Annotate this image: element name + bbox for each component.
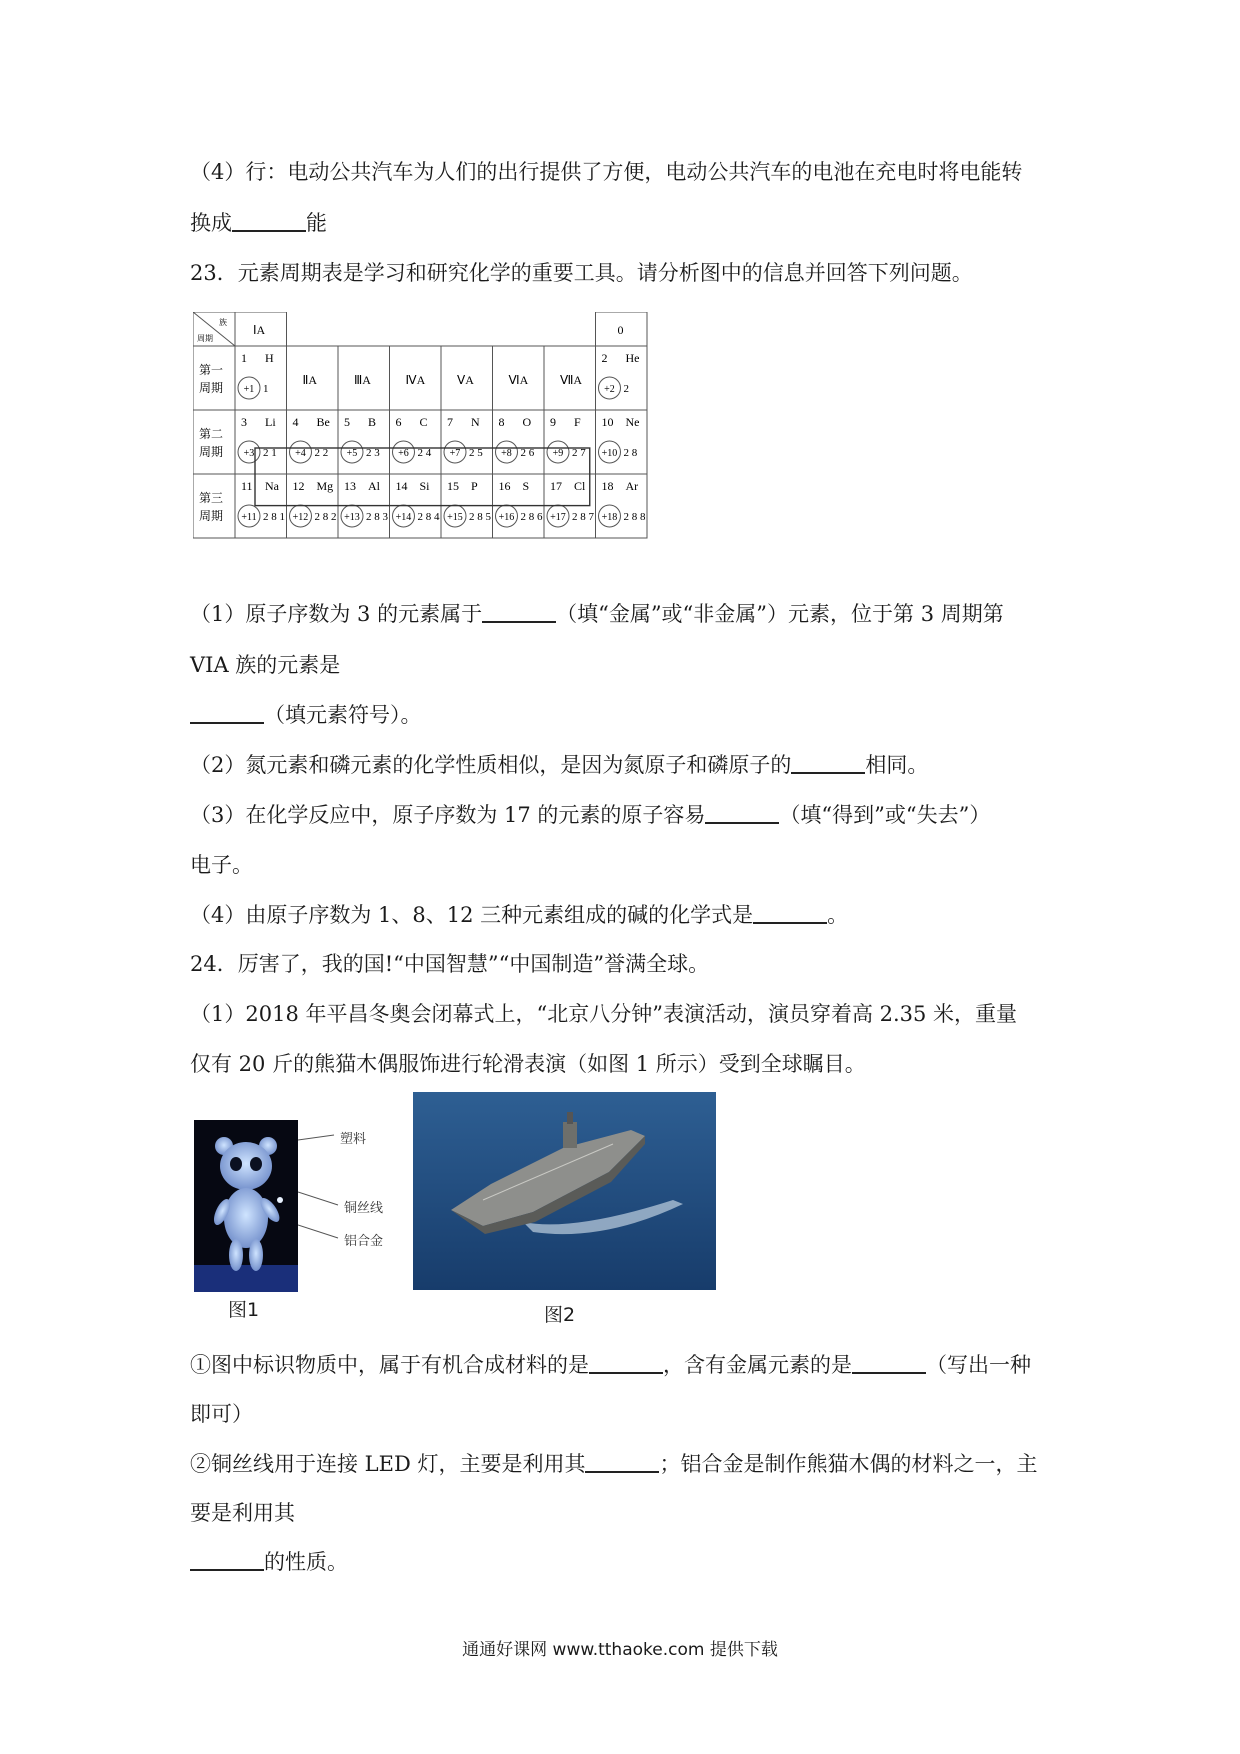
period-label-cell [193, 346, 235, 410]
nucleus-charge: +12 [292, 512, 309, 523]
q23-p3-text-a: （3）在化学反应中，原子序数为 17 的元素的原子容易 [190, 803, 706, 827]
q23-p3-text-b: （填“得到”或“失去”） [779, 803, 991, 827]
element-symbol: O [522, 415, 532, 429]
element-number: 8 [498, 415, 505, 429]
electron-shells: 2 8 5 [469, 511, 491, 523]
q24-s2-line3 [190, 1548, 348, 1576]
q24-s2-text-c: 的性质。 [264, 1550, 348, 1574]
element-symbol: H [265, 351, 274, 365]
q23-p1-text-b: （填“金属”或“非金属”）元素，位于第 3 周期第 [556, 602, 1004, 626]
element-symbol: Be [316, 415, 330, 429]
q24-p1-line1: （1）2018 年平昌冬奥会闭幕式上，“北京八分钟”表演活动，演员穿着高 2.35 米，重量 [190, 1002, 1018, 1026]
element-number: 4 [292, 415, 299, 429]
electron-shells: 2 5 [469, 447, 483, 459]
element-number: 13 [344, 479, 356, 493]
q24-s1-text-a: ①图中标识物质中，属于有机合成材料的是 [190, 1353, 589, 1377]
electron-shells: 1 [263, 383, 269, 395]
electron-shells: 2 8 2 [314, 511, 337, 523]
q22-part4-text-b: 能 [306, 211, 327, 235]
nucleus-charge: +1 [243, 384, 255, 395]
group-0-label: 0 [617, 323, 624, 337]
element-number: 2 [601, 351, 608, 365]
element-number: 6 [395, 415, 402, 429]
nucleus-charge: +4 [295, 448, 306, 459]
answer-blank[interactable] [482, 601, 556, 623]
element-number: 3 [241, 415, 247, 429]
element-symbol: Mg [316, 479, 334, 493]
period-label-bottom: 周期 [199, 381, 224, 395]
nucleus-charge: +17 [550, 512, 566, 523]
q24-s1-text-b: ，含有金属元素的是 [663, 1353, 852, 1377]
q23-p4-text-a: （4）由原子序数为 1、8、12 三种元素组成的碱的化学式是 [190, 903, 754, 927]
element-symbol: C [419, 415, 428, 429]
q24-s1-line2: 即可） [190, 1402, 253, 1426]
q24-s2-line1 [190, 1450, 1037, 1478]
nucleus-charge: +3 [243, 448, 255, 459]
q23-p3-line1 [190, 801, 990, 829]
periodic-table-figure [193, 312, 697, 570]
electron-shells: 2 3 [366, 447, 380, 459]
q24-p1-line2: 仅有 20 斤的熊猫木偶服饰进行轮滑表演（如图 1 所示）受到全球瞩目。 [190, 1052, 866, 1076]
electron-shells: 2 6 [520, 447, 535, 459]
element-symbol: P [471, 479, 478, 493]
q24-s1-line1 [190, 1351, 1031, 1379]
page-footer: 通通好课网 www.tthaoke.com 提供下载 [462, 1640, 778, 1660]
fig1-label-aluminum-alloy: 铝合金 [344, 1234, 384, 1249]
electron-shells: 2 [623, 383, 629, 395]
nucleus-charge: +2 [604, 384, 615, 395]
aircraft-carrier-image [413, 1092, 716, 1290]
nucleus-charge: +11 [241, 512, 257, 523]
q24-stem: 24．厉害了，我的国!“中国智慧”“中国制造”誉满全球。 [190, 952, 710, 976]
nucleus-charge: +14 [395, 512, 412, 523]
q23-p2 [190, 751, 928, 779]
electron-shells: 2 4 [417, 447, 432, 459]
figure-1-panda-puppet [194, 1120, 298, 1292]
nucleus-charge: +15 [447, 512, 463, 523]
element-number: 10 [601, 415, 614, 429]
answer-blank[interactable] [589, 1352, 663, 1374]
answer-blank[interactable] [232, 210, 306, 232]
q23-p1-line2: VIA 族的元素是 [190, 653, 341, 677]
element-number: 9 [550, 415, 556, 429]
element-symbol: Na [265, 479, 279, 493]
electron-shells: 2 1 [263, 447, 277, 459]
electron-shells: 2 8 6 [520, 511, 543, 523]
nucleus-charge: +16 [498, 512, 515, 523]
element-symbol: F [574, 415, 581, 429]
electron-shells: 2 2 [314, 447, 329, 459]
electron-shells: 2 8 [623, 447, 638, 459]
q23-p1-line1 [190, 600, 1004, 628]
answer-blank[interactable] [190, 702, 264, 724]
element-symbol: He [625, 351, 640, 365]
element-number: 11 [241, 479, 253, 493]
answer-blank[interactable] [585, 1451, 659, 1473]
q23-p2-text-a: （2）氮元素和磷元素的化学性质相似，是因为氮原子和磷原子的 [190, 753, 792, 777]
element-number: 14 [395, 479, 408, 493]
nucleus-charge: +9 [552, 448, 564, 459]
electron-shells: 2 8 8 [623, 511, 646, 523]
q23-p3-line2: 电子。 [190, 853, 253, 877]
element-number: 17 [550, 479, 562, 493]
q24-s2-line2: 要是利用其 [190, 1501, 295, 1525]
period-label-top: 第二 [199, 427, 224, 441]
period-label-top: 第三 [199, 491, 224, 505]
element-number: 5 [344, 415, 350, 429]
q24-s2-text-b: ；铝合金是制作熊猫木偶的材料之一，主 [659, 1452, 1038, 1476]
element-symbol: S [522, 479, 530, 493]
nucleus-charge: +18 [601, 512, 618, 523]
fig2-caption: 图2 [544, 1304, 576, 1326]
fig1-caption: 图1 [228, 1299, 260, 1321]
answer-blank[interactable] [852, 1352, 926, 1374]
element-symbol: Ar [625, 479, 639, 493]
period-label-top: 第一 [199, 363, 224, 377]
element-number: 7 [447, 415, 453, 429]
period-label-cell [193, 410, 235, 474]
element-number: 12 [292, 479, 305, 493]
group-header-label: ⅤA [457, 373, 474, 387]
electron-shells: 2 8 7 [572, 511, 594, 523]
nucleus-charge: +7 [449, 448, 461, 459]
element-number: 1 [241, 351, 247, 365]
electron-shells: 2 8 4 [417, 511, 440, 523]
q23-p2-text-b: 相同。 [865, 753, 929, 777]
answer-blank[interactable] [753, 902, 827, 924]
q23-stem: 23．元素周期表是学习和研究化学的重要工具。请分析图中的信息并回答下列问题。 [190, 261, 973, 285]
nucleus-charge: +13 [344, 512, 360, 523]
corner-top-label: 族 [219, 318, 227, 327]
group-1a-label: ⅠA [253, 323, 266, 337]
q23-p4-text-b: 。 [827, 903, 849, 927]
element-number: 15 [447, 479, 459, 493]
nucleus-charge: +5 [346, 448, 358, 459]
electron-shells: 2 8 3 [366, 511, 388, 523]
element-symbol: B [368, 415, 377, 429]
q23-p1-text-c: （填元素符号）。 [264, 703, 422, 727]
q23-p1-line3 [190, 701, 422, 729]
q23-p4 [190, 901, 848, 929]
element-symbol: N [471, 415, 480, 429]
q22-part4-line1: （4）行：电动公共汽车为人们的出行提供了方便，电动公共汽车的电池在充电时将电能转 [190, 160, 1023, 184]
period-label-cell [193, 474, 235, 538]
group-header-label: ⅥA [508, 373, 529, 387]
element-symbol: Si [419, 479, 430, 493]
group-header-label: ⅢA [354, 373, 371, 387]
electron-shells: 2 8 1 [263, 511, 285, 523]
answer-blank[interactable] [190, 1549, 264, 1571]
element-symbol: Cl [574, 479, 586, 493]
nucleus-charge: +10 [601, 448, 618, 459]
q24-s2-text-a: ②铜丝线用于连接 LED 灯，主要是利用其 [190, 1452, 586, 1476]
element-symbol: Li [265, 415, 276, 429]
period-label-bottom: 周期 [199, 445, 224, 459]
q24-s1-text-c: （写出一种 [926, 1353, 1031, 1377]
fig1-label-plastic: 塑料 [340, 1132, 367, 1147]
corner-bottom-label: 周期 [197, 334, 213, 343]
group-header-label: ⅣA [405, 373, 426, 387]
element-number: 18 [601, 479, 614, 493]
q22-part4-text-a: 换成 [190, 211, 232, 235]
electron-shells: 2 7 [572, 447, 586, 459]
element-symbol: Al [368, 479, 380, 493]
element-number: 16 [498, 479, 511, 493]
q23-p1-text-a: （1）原子序数为 3 的元素属于 [190, 602, 483, 626]
figure-2-aircraft-carrier [413, 1092, 716, 1290]
group-header-label: ⅦA [560, 373, 583, 387]
panda-puppet-image [194, 1120, 298, 1292]
answer-blank[interactable] [705, 802, 779, 824]
nucleus-charge: +6 [398, 448, 409, 459]
element-symbol: Ne [625, 415, 640, 429]
answer-blank[interactable] [791, 752, 865, 774]
fig1-label-copper-wire: 铜丝线 [344, 1201, 384, 1216]
group-header-label: ⅡA [302, 373, 318, 387]
nucleus-charge: +8 [501, 448, 512, 459]
period-label-bottom: 周期 [199, 509, 224, 523]
q22-part4-line2 [190, 209, 327, 237]
periodic-table [193, 312, 697, 570]
